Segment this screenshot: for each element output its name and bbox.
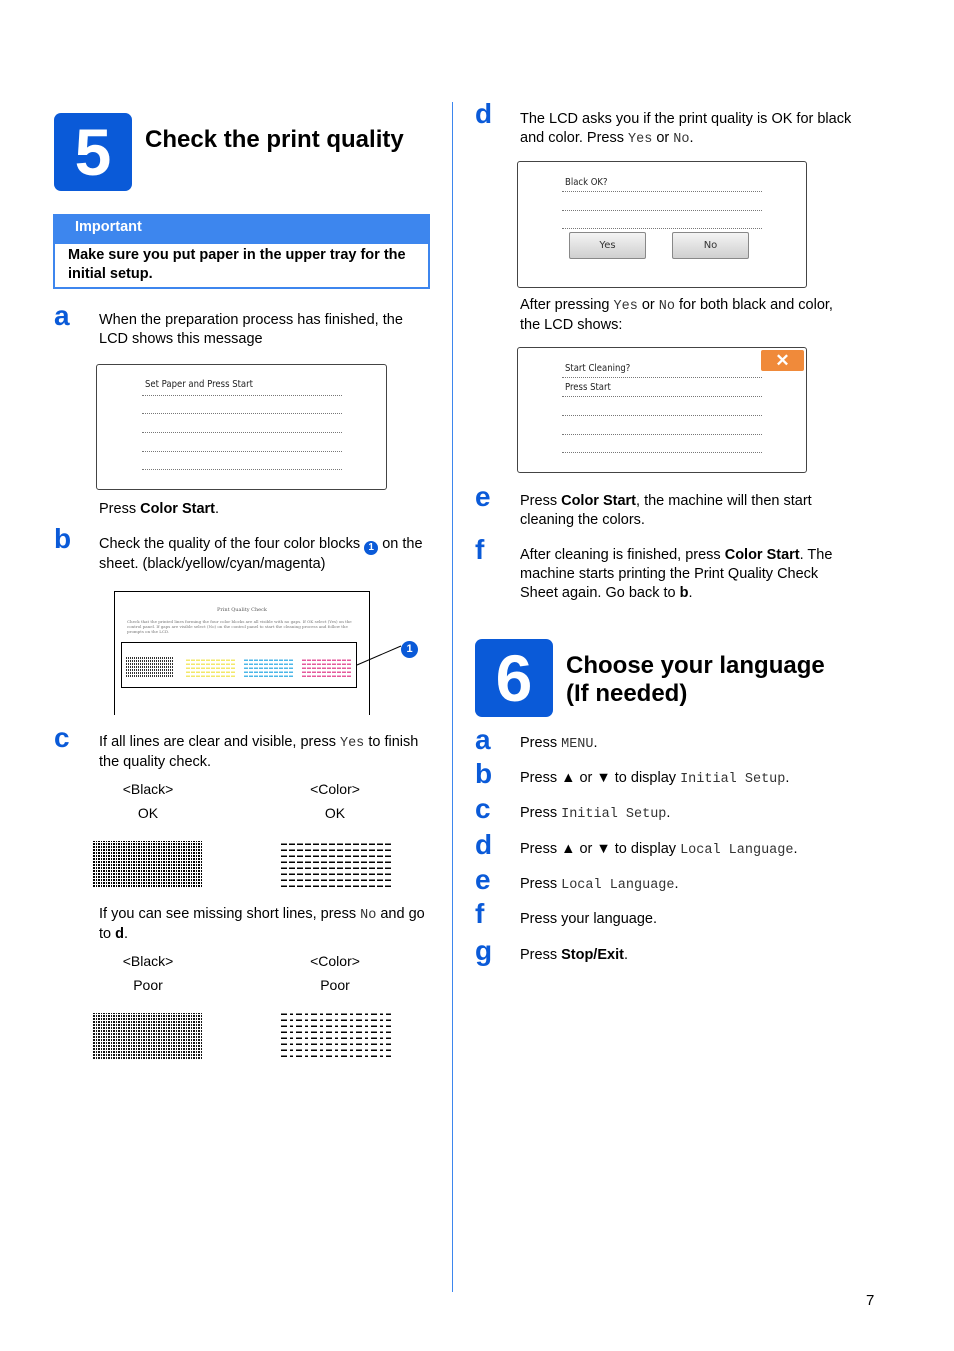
sheet-title: Print Quality Check	[217, 607, 267, 613]
step-5-number-box	[54, 113, 132, 191]
step-e-text: Press Color Start, the machine will then start cleaning the colors.	[520, 493, 812, 528]
lcd-black-ok	[517, 161, 807, 288]
ok-black-pattern	[93, 841, 203, 887]
step-e-letter: e	[475, 481, 491, 512]
callout-1-marker: 1	[401, 638, 418, 658]
color-start-label: Color Start	[140, 501, 216, 517]
s6-step-a-text: Press MENU.	[520, 735, 598, 752]
s6-step-c-text: Press Initial Setup.	[520, 805, 671, 822]
ok-black-value: OK	[137, 805, 159, 821]
step-5-number: 5	[74, 115, 112, 189]
close-icon[interactable]: ✕	[761, 350, 804, 371]
magenta-block	[302, 657, 352, 677]
s6-step-e-text: Press Local Language.	[520, 876, 679, 893]
important-heading: Important	[55, 216, 428, 244]
step-d-letter: d	[475, 98, 493, 129]
s6-step-e-letter: e	[475, 864, 491, 895]
lcd-yes-button[interactable]: Yes	[569, 232, 646, 259]
s6-step-f-text: Press your language.	[520, 911, 658, 927]
step-c-text: If all lines are clear and visible, press Yes to finish the quality check.	[99, 734, 419, 770]
lcd2-line2: Press Start	[565, 382, 611, 393]
lcd-no-button[interactable]: No	[672, 232, 749, 259]
step-a-text: When the preparation process has finished, the LCD shows this message	[99, 312, 403, 347]
color-blocks-frame	[121, 642, 357, 688]
step-d-after-text: After pressing Yes or No for both black and color, the LCD shows:	[520, 297, 833, 333]
s6-step-c-letter: c	[475, 793, 491, 824]
poor-black-pattern	[93, 1013, 203, 1059]
poor-black-value: Poor	[133, 977, 163, 993]
black-block	[126, 657, 174, 677]
sheet-instructions: Check that the printed lines forming the four color blocks are all visible with no gaps. If OK select (Yes) on the control panel. If gaps are visible select (No) on the control panel to start the cleaning process and follow the prompts on the LCD.	[127, 619, 352, 634]
step-a-press: Press Color Start.	[99, 501, 220, 517]
lcd-question: Black OK?	[565, 177, 608, 188]
yes-code: Yes	[339, 736, 365, 751]
s6-step-b-text: Press ▲ or ▼ to display Initial Setup.	[520, 770, 790, 787]
s6-step-d-letter: d	[475, 829, 493, 860]
ok-color-value: OK	[324, 805, 346, 821]
cyan-block	[244, 657, 294, 677]
poor-color-label: <Color>	[310, 953, 360, 969]
s6-step-a-letter: a	[475, 724, 491, 755]
quality-check-sheet	[114, 591, 370, 715]
step-c-missing-text: If you can see missing short lines, press No and go to d.	[99, 906, 425, 942]
important-text: Make sure you put paper in the upper tray for the initial setup.	[68, 247, 406, 282]
s6-step-f-letter: f	[475, 898, 485, 929]
column-divider	[452, 102, 453, 1292]
poor-black-label: <Black>	[122, 953, 174, 969]
ok-color-pattern	[281, 841, 391, 887]
page-number: 7	[866, 1292, 875, 1309]
s6-step-b-letter: b	[475, 758, 493, 789]
s6-step-d-text: Press ▲ or ▼ to display Local Language.	[520, 841, 798, 858]
step-b-text: Check the quality of the four color blocks 1 on the sheet. (black/yellow/cyan/magenta)	[99, 536, 423, 572]
step-f-letter: f	[475, 534, 485, 565]
lcd-start-cleaning	[517, 347, 807, 473]
lcd-set-paper-message: Set Paper and Press Start	[145, 379, 253, 390]
step-b-letter: b	[54, 523, 72, 554]
s6-step-g-text: Press Stop/Exit.	[520, 947, 628, 963]
yellow-block	[186, 657, 236, 677]
step-c-letter: c	[54, 722, 70, 753]
section-5-title: Check the print quality	[145, 126, 404, 153]
s6-step-g-letter: g	[475, 935, 493, 966]
poor-color-pattern	[281, 1011, 391, 1057]
step-6-number: 6	[495, 641, 533, 715]
ok-color-label: <Color>	[310, 781, 360, 797]
poor-color-value: Poor	[320, 977, 350, 993]
step-a-letter: a	[54, 300, 70, 331]
step-d-text: The LCD asks you if the print quality is OK for black and color. Press Yes or No.	[520, 111, 852, 147]
ok-black-label: <Black>	[122, 781, 174, 797]
callout-1-badge: 1	[364, 541, 378, 555]
lcd2-line1: Start Cleaning?	[565, 363, 631, 374]
no-code: No	[360, 908, 377, 923]
lcd-set-paper	[96, 364, 387, 490]
section-6-title: Choose your language (If needed)	[566, 652, 825, 707]
important-box	[53, 214, 430, 289]
step-f-text: After cleaning is finished, press Color Start. The machine starts printing the Print Quality Check Sheet again. Go back to b.	[520, 547, 833, 601]
step-6-number-box	[475, 639, 553, 717]
